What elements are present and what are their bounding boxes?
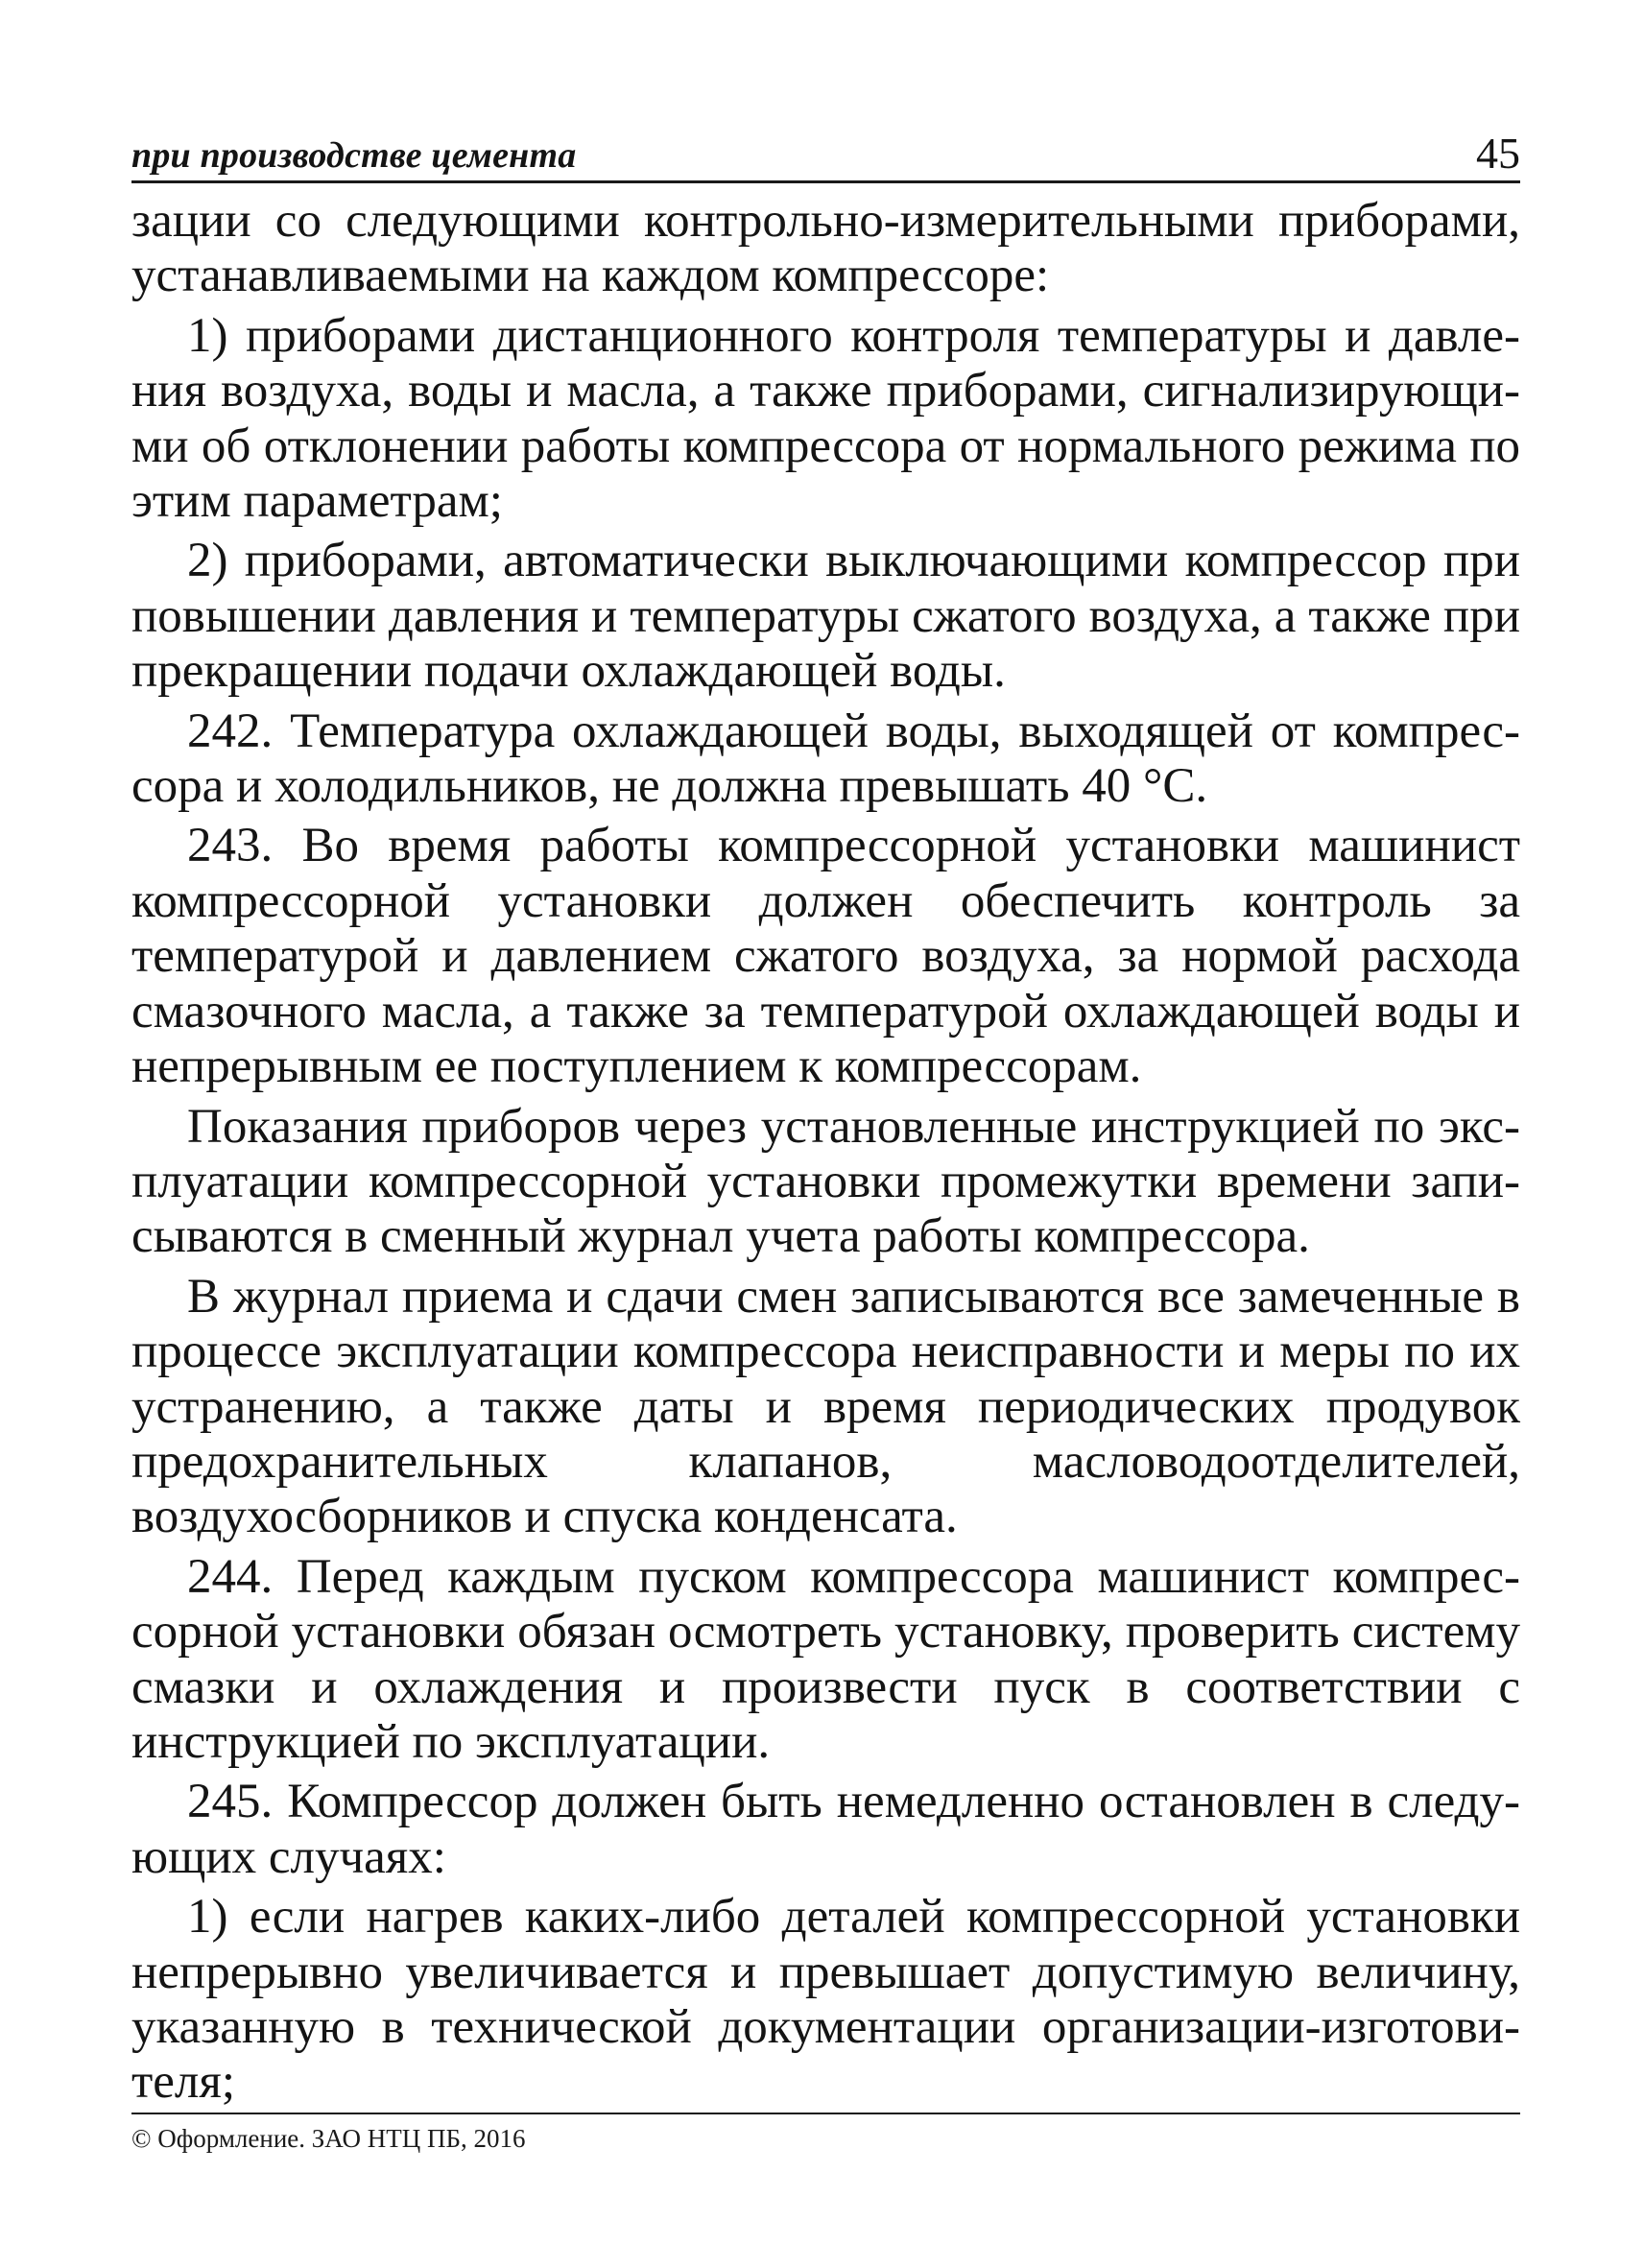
paragraph-continuation: зации со следующими контрольно-измерительными приборами, устанавливаемыми на каждом компрессоре:: [131, 194, 1520, 303]
paragraph-245-item-1: 1) если нагрев каких-либо деталей компрессорной установки непрерывно увеличивается и превышает допустимую величину, указанную в технической документации организации-изготовителя;: [131, 1890, 1520, 2110]
paragraph-item-1: 1) приборами дистанционного контроля температуры и давления воздуха, воды и масла, а также приборами, сигнализирующими об отклонении работы компрессора от нормального режима по этим параметрам;: [131, 308, 1520, 529]
running-title: при производстве цемента: [131, 135, 577, 176]
paragraph-242: 242. Температура охлаждающей воды, выходящей от компрессора и холодильников, не должна превышать 40 °С.: [131, 704, 1520, 814]
paragraph-245: 245. Компрессор должен быть немедленно остановлен в следующих случаях:: [131, 1775, 1520, 1884]
page-number: 45: [1476, 129, 1520, 178]
paragraph-244: 244. Перед каждым пуском компрессора машинист компрессорной установки обязан осмотреть установку, проверить систему смазки и охлаждения и произвести пуск в соответствии с инструкцией по эксплуатации.: [131, 1549, 1520, 1769]
paragraph-shift-log: В журнал приема и сдачи смен записываются все замеченные в процессе эксплуатации компрессора неисправности и меры по их устранению, а также даты и время периодических продувок предохранительных клапанов, масловодоотделителей, воздухосборников и спуска конденсата.: [131, 1269, 1520, 1544]
footer-divider: [131, 2113, 1520, 2114]
paragraph-243: 243. Во время работы компрессорной установки машинист компрессорной установки должен обеспечить контроль за температурой и давлением сжатого воздуха, за нормой расхода смазочного масла, а также за температурой охлаждающей воды и непрерывным ее поступлением к компрессорам.: [131, 819, 1520, 1094]
paragraph-readings: Показания приборов через установленные инструкцией по эксплуатации компрессорной установки промежутки времени записываются в сменный журнал учета работы компрессора.: [131, 1099, 1520, 1264]
page-header: [131, 123, 1520, 183]
body-text: [131, 194, 1520, 2115]
paragraph-item-2: 2) приборами, автоматически выключающими компрессор при повышении давления и температуры сжатого воздуха, а также при прекращении подачи охлаждающей воды.: [131, 534, 1520, 699]
footer-copyright: © Оформление. ЗАО НТЦ ПБ, 2016: [131, 2124, 526, 2153]
